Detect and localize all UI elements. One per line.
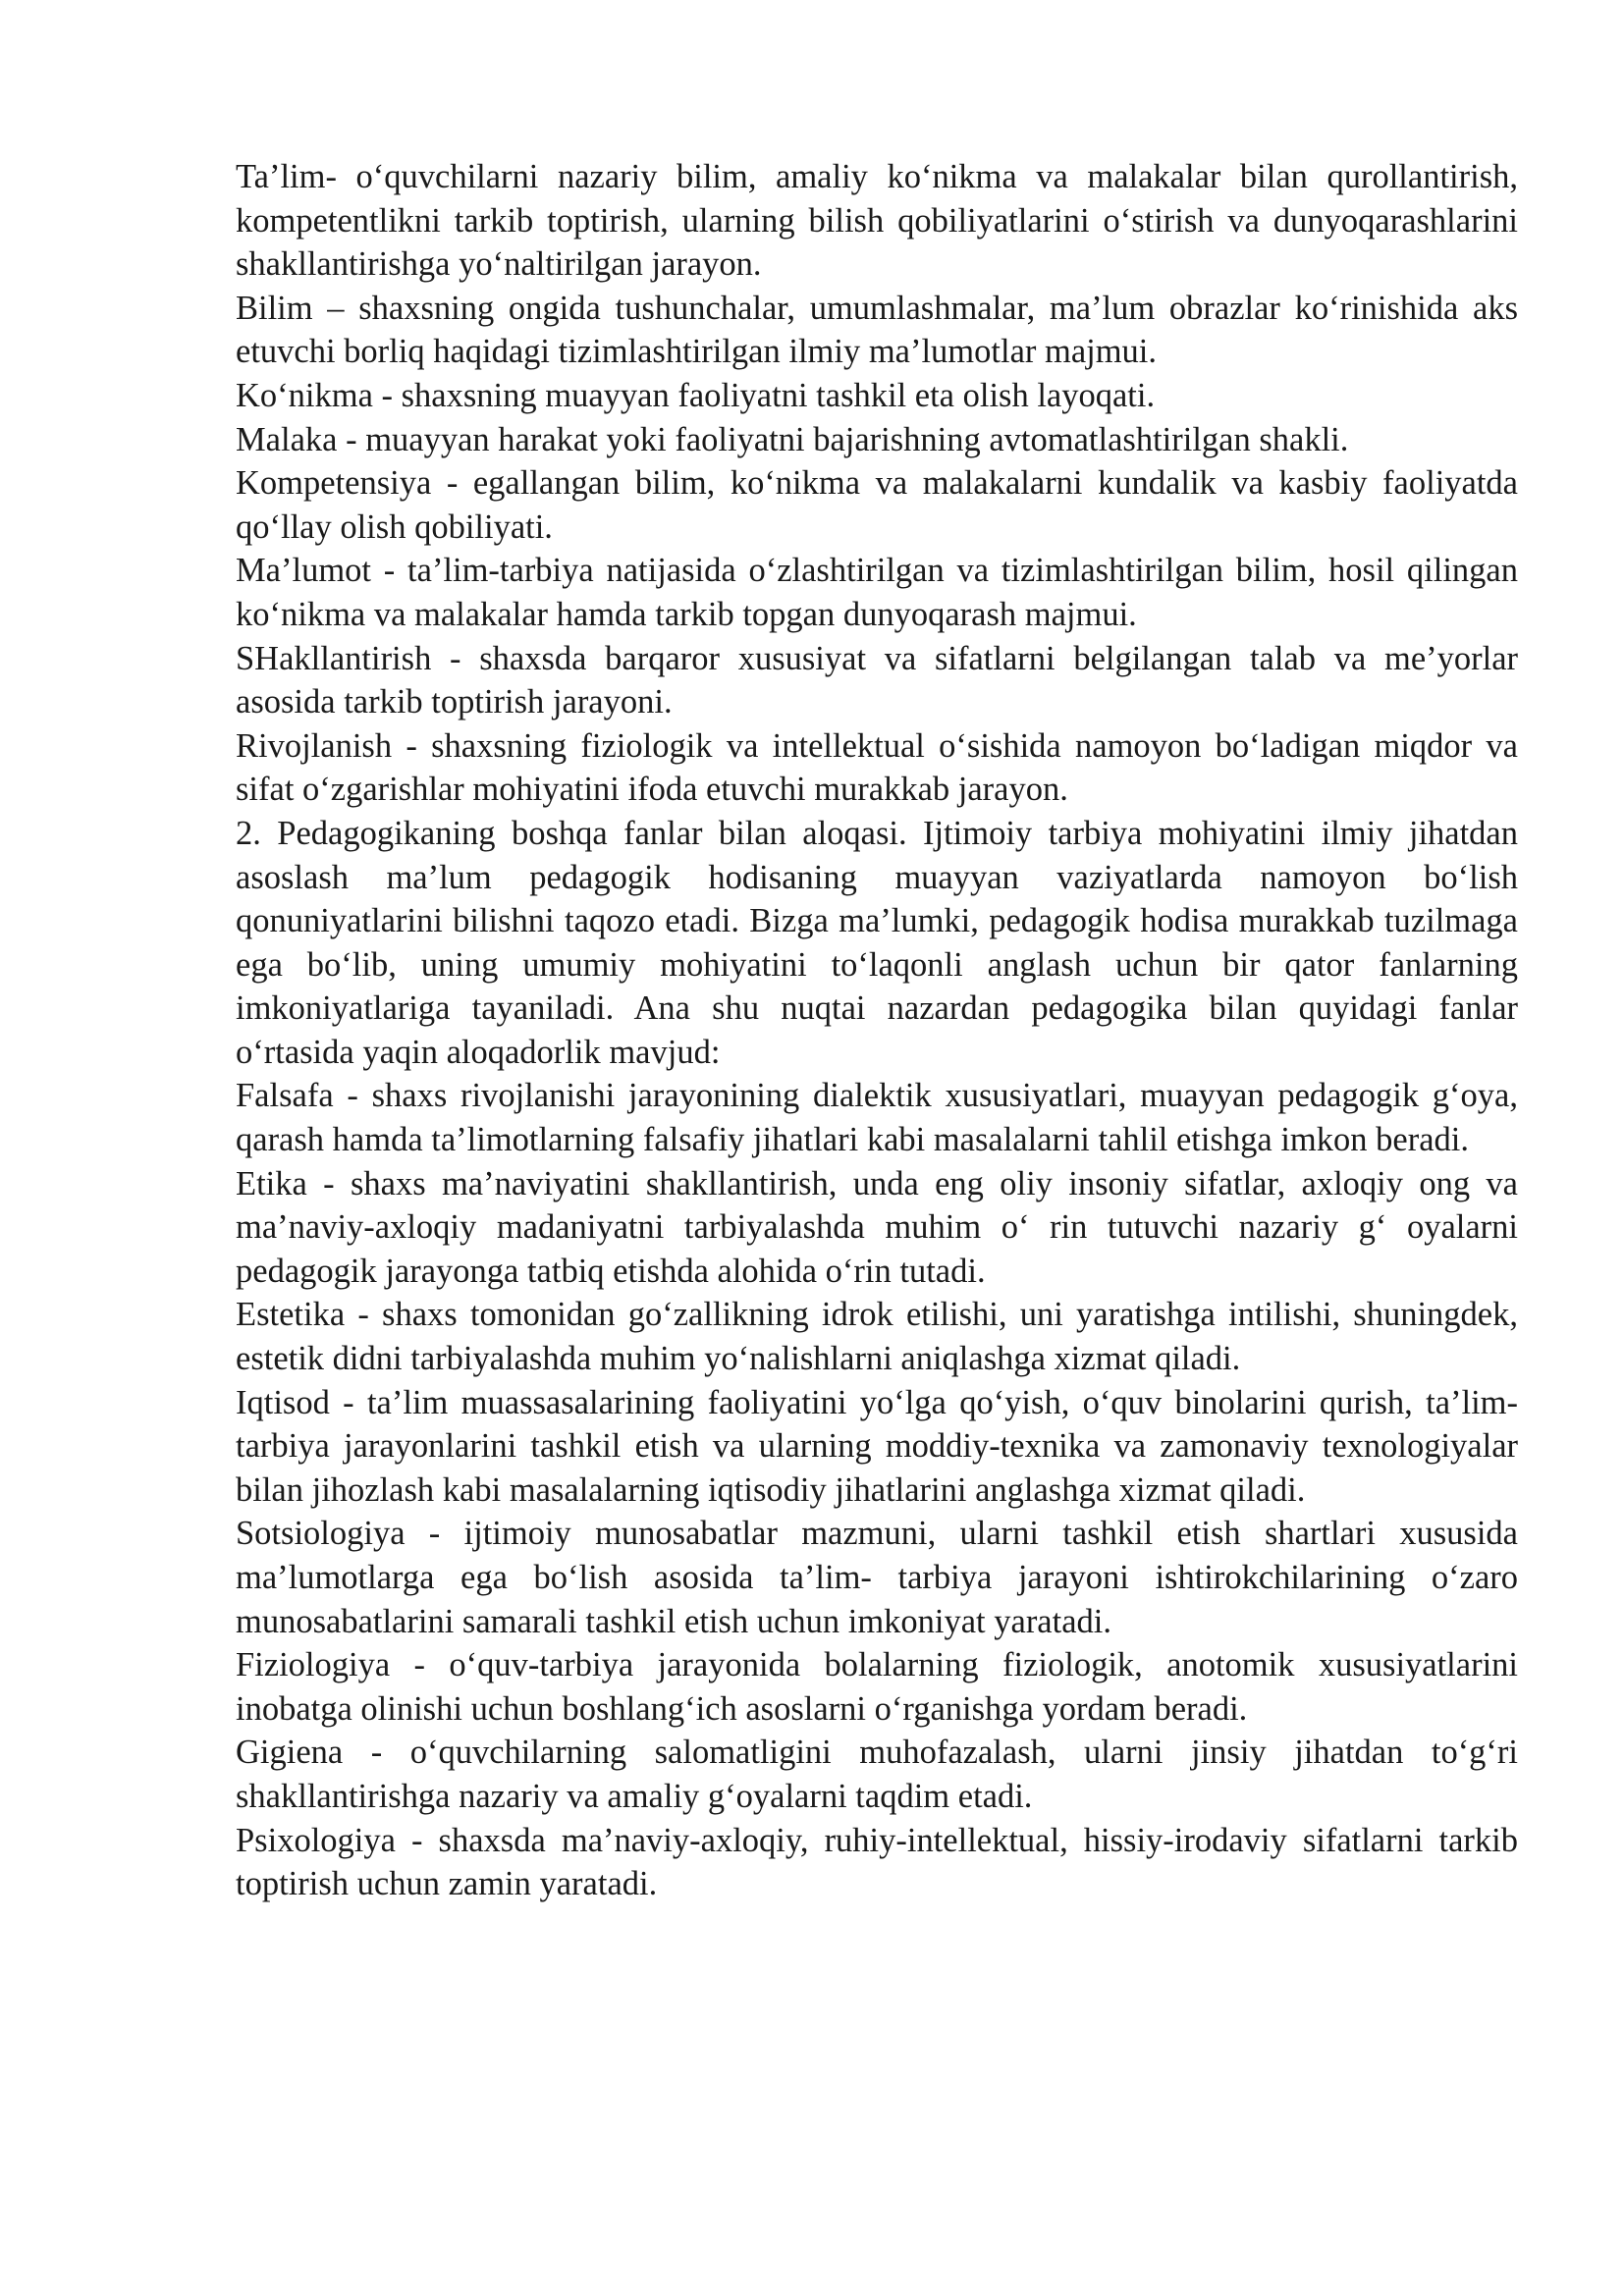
paragraph-talim: Ta’lim- o‘quvchilarni nazariy bilim, amaliy ko‘nikma va malakalar bilan qurollantirish, kompetentlikni tarkib toptirish, ularning bilish qobiliyatlarini o‘stirish va dunyoqarashlarini shakllantirishga yo‘naltirilgan jarayon.: [236, 158, 1518, 284]
paragraph-estetika: Estetika - shaxs tomonidan go‘zallikning idrok etilishi, uni yaratishga intilishi, shuningdek, estetik didni tarbiyalashda muhim yo‘nalishlarni aniqlashga xizmat qiladi.: [236, 1296, 1518, 1378]
paragraph-konikma: Ko‘nikma - shaxsning muayyan faoliyatni tashkil eta olish layoqati.: [236, 376, 1156, 414]
paragraph-rivojlanish: Rivojlanish - shaxsning fiziologik va intellektual o‘sishida namoyon bo‘ladigan miqdor va sifat o‘zgarishlar mohiyatini ifoda etuvchi murakkab jarayon.: [236, 726, 1518, 809]
paragraph-sotsiologiya: Sotsiologiya - ijtimoiy munosabatlar mazmuni, ularni tashkil etish shartlari xususida ma’lumotlarga ega bo‘lish asosida ta’lim- tarbiya jarayoni ishtirokchilarining o‘zaro munosabatlarini samarali tashkil etish uchun imkoniyat yaratadi.: [236, 1515, 1518, 1640]
paragraph-iqtisod: Iqtisod - ta’lim muassasalarining faoliyatini yo‘lga qo‘yish, o‘quv binolarini qurish, ta’lim-tarbiya jarayonlarini tashkil etish va ularning moddiy-texnika va zamonaviy texnologiyalar bilan jihozlash kabi masalalarning iqtisodiy jihatlarini anglashga xizmat qiladi.: [236, 1383, 1518, 1509]
paragraph-shakllantirish: SHakllantirish - shaxsda barqaror xususiyat va sifatlarni belgilangan talab va me’yorlar asosida tarkib toptirish jarayoni.: [236, 639, 1518, 721]
paragraph-pedagogika-aloqasi: 2. Pedagogikaning boshqa fanlar bilan aloqasi. Ijtimoiy tarbiya mohiyatini ilmiy jihatdan asoslash ma’lum pedagogik hodisaning muayyan vaziyatlarda namoyon bo‘lish qonuniyatlarini bilishni taqozo etadi. Bizga ma’lumki, pedagogik hodisa murakkab tuzilmaga ega bo‘lib, uning umumiy mohiyatini to‘laqonli anglash uchun bir qator fanlarning imkoniyatlariga tayaniladi. Ana shu nuqtai nazardan pedagogika bilan quyidagi fanlar o‘rtasida yaqin aloqadorlik mavjud:: [236, 814, 1518, 1071]
paragraph-bilim: Bilim – shaxsning ongida tushunchalar, umumlashmalar, ma’lum obrazlar ko‘rinishida aks etuvchi borliq haqidagi tizimlashtirilgan ilmiy ma’lumotlar majmui.: [236, 289, 1518, 371]
paragraph-etika: Etika - shaxs ma’naviyatini shakllantirish, unda eng oliy insoniy sifatlar, axloqiy ong va ma’naviy-axloqiy madaniyatni tarbiyalashda muhim o‘ rin tutuvchi nazariy g‘ oyalarni pedagogik jarayonga tatbiq etishda alohida o‘rin tutadi.: [236, 1164, 1518, 1290]
paragraph-falsafa: Falsafa - shaxs rivojlanishi jarayonining dialektik xususiyatlari, muayyan pedagogik g‘oya, qarash hamda ta’limotlarning falsafiy jihatlari kabi masalalarni tahlil etishga imkon beradi.: [236, 1077, 1518, 1159]
document-page: [236, 155, 1518, 1906]
paragraph-gigiena: Gigiena - o‘quvchilarning salomatligini muhofazalash, ularni jinsiy jihatdan to‘g‘ri shakllantirishga nazariy va amaliy g‘oyalarni taqdim etadi.: [236, 1734, 1518, 1815]
paragraph-kompetensiya: Kompetensiya - egallangan bilim, ko‘nikma va malakalarni kundalik va kasbiy faoliyatda qo‘llay olish qobiliyati.: [236, 464, 1518, 546]
paragraph-malaka: Malaka - muayyan harakat yoki faoliyatni bajarishning avtomatlashtirilgan shakli.: [236, 420, 1349, 458]
paragraph-psixologiya: Psixologiya - shaxsda ma’naviy-axloqiy, ruhiy-intellektual, hissiy-irodaviy sifatlarni tarkib toptirish uchun zamin yaratadi.: [236, 1821, 1518, 1903]
paragraph-fiziologiya: Fiziologiya - o‘quv-tarbiya jarayonida bolalarning fiziologik, anotomik xususiyatlarini inobatga olinishi uchun boshlang‘ich asoslarni o‘rganishga yordam beradi.: [236, 1646, 1518, 1728]
paragraph-malumot: Ma’lumot - ta’lim-tarbiya natijasida o‘zlashtirilgan va tizimlashtirilgan bilim, hosil qilingan ko‘nikma va malakalar hamda tarkib topgan dunyoqarash majmui.: [236, 552, 1518, 633]
